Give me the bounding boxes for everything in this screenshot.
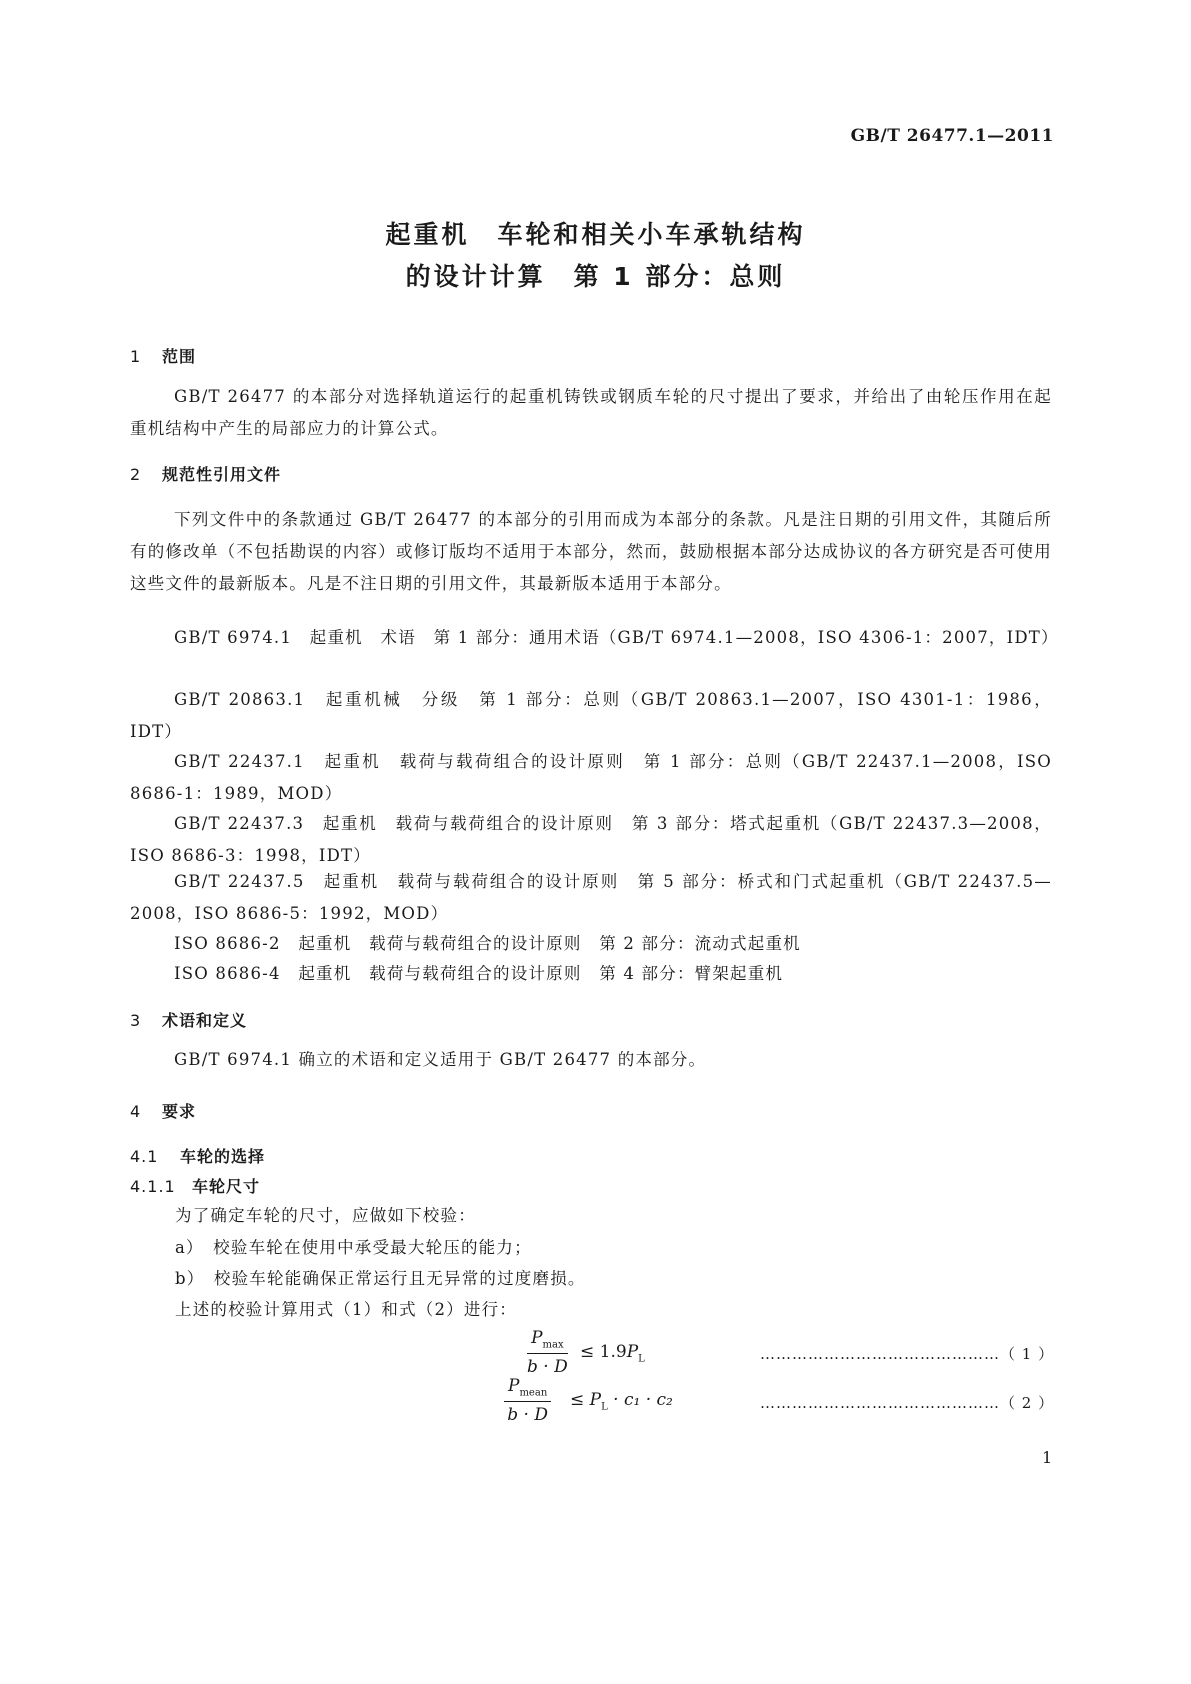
section-title: 要求 xyxy=(162,1102,197,1121)
formula-symbol: P xyxy=(531,1328,543,1348)
formula-2-rhs xyxy=(570,1390,673,1412)
section-title: 规范性引用文件 xyxy=(162,465,282,484)
formula-relation: ≤ xyxy=(570,1390,585,1410)
formula-subscript: L xyxy=(638,1353,645,1365)
formula-relation: ≤ 1.9 xyxy=(580,1342,627,1362)
section-number: 2 xyxy=(130,465,142,484)
section-number: 4.1 xyxy=(130,1147,159,1166)
section-number: 3 xyxy=(130,1011,142,1030)
section-3-text: GB/T 6974.1 确立的术语和定义适用于 GB/T 26477 的本部分。 xyxy=(174,1050,707,1069)
section-4-heading xyxy=(130,1099,196,1122)
formula-subscript: L xyxy=(601,1401,608,1413)
reference-item: GB/T 20863.1 起重机械 分级 第 1 部分：总则（GB/T 20863.1—2007，ISO 4301-1：1986，IDT） xyxy=(130,690,1052,741)
document-title-line1: 起重机 车轮和相关小车承轨结构 xyxy=(385,220,806,249)
reference-item: ISO 8686-4 起重机 载荷与载荷组合的设计原则 第 4 部分：臂架起重机 xyxy=(174,964,784,983)
reference-item: GB/T 22437.5 起重机 载荷与载荷组合的设计原则 第 5 部分：桥式和门式起重机（GB/T 22437.5—2008，ISO 8686-5：1992，MOD） xyxy=(130,872,1052,923)
section-2-heading xyxy=(130,462,281,485)
formula-symbol: P xyxy=(589,1390,602,1410)
section-title: 车轮的选择 xyxy=(180,1147,266,1166)
section-2-intro: 下列文件中的条款通过 GB/T 26477 的本部分的引用而成为本部分的条款。凡是注日期的引用文件，其随后所有的修改单（不包括勘误的内容）或修订版均不适用于本部分，然而，鼓励根据本部分达成协议的各方研究是否可使用这些文件的最新版本。凡是不注日期的引用文件，其最新版本适用于本部分。 xyxy=(130,510,1052,593)
formula-2-leader: ………………………………………（ 2 ） xyxy=(760,1394,1055,1412)
formula-2-fraction xyxy=(504,1376,551,1425)
formula-1-leader: ………………………………………（ 1 ） xyxy=(760,1345,1055,1363)
formula-coefficients: · c₁ · c₂ xyxy=(607,1390,673,1410)
formula-1-rhs xyxy=(580,1342,645,1364)
section-3-heading xyxy=(130,1008,247,1031)
formula-symbol: P xyxy=(626,1342,639,1362)
list-item-b: b） 校验车轮能确保正常运行且无异常的过度磨损。 xyxy=(175,1269,586,1288)
section-number: 4.1.1 xyxy=(130,1177,176,1196)
reference-item: GB/T 22437.1 起重机 载荷与载荷组合的设计原则 第 1 部分：总则（GB/T 22437.1—2008，ISO 8686-1：1989，MOD） xyxy=(130,752,1052,803)
body-line: 为了确定车轮的尺寸，应做如下校验： xyxy=(175,1206,476,1225)
equation-number: （ 1 ） xyxy=(1000,1345,1055,1363)
formula-subscript: mean xyxy=(519,1387,548,1399)
document-title-line2: 的设计计算 第 1 部分：总则 xyxy=(405,262,786,291)
reference-item: GB/T 6974.1 起重机 术语 第 1 部分：通用术语（GB/T 6974.1—2008，ISO 4306-1：2007，IDT） xyxy=(174,628,1059,647)
standard-id: GB/T 26477.1—2011 xyxy=(850,126,1054,146)
formula-subscript: max xyxy=(542,1339,564,1351)
section-number: 4 xyxy=(130,1102,142,1121)
section-title: 范围 xyxy=(162,347,197,366)
section-1-heading xyxy=(130,344,196,367)
section-title: 术语和定义 xyxy=(162,1011,248,1030)
body-line: 上述的校验计算用式（1）和式（2）进行： xyxy=(175,1300,517,1319)
reference-item: GB/T 22437.3 起重机 载荷与载荷组合的设计原则 第 3 部分：塔式起重机（GB/T 22437.3—2008，ISO 8686-3：1998，IDT） xyxy=(130,814,1052,865)
section-1-text: GB/T 26477 的本部分对选择轨道运行的起重机铸铁或钢质车轮的尺寸提出了要求，并给出了由轮压作用在起重机结构中产生的局部应力的计算公式。 xyxy=(130,387,1052,438)
formula-denominator: b · D xyxy=(507,1405,548,1426)
list-item-a: a） 校验车轮在使用中承受最大轮压的能力； xyxy=(175,1238,532,1257)
section-number: 1 xyxy=(130,347,142,366)
formula-1-fraction xyxy=(527,1328,568,1377)
formula-denominator: b · D xyxy=(527,1357,568,1378)
section-4-1-1-heading xyxy=(130,1174,260,1197)
reference-item: ISO 8686-2 起重机 载荷与载荷组合的设计原则 第 2 部分：流动式起重机 xyxy=(174,934,801,953)
section-title: 车轮尺寸 xyxy=(192,1177,261,1196)
equation-number: （ 2 ） xyxy=(1000,1394,1055,1412)
section-4-1-heading xyxy=(130,1144,265,1167)
page-number: 1 xyxy=(1042,1448,1053,1467)
formula-symbol: P xyxy=(508,1376,520,1396)
